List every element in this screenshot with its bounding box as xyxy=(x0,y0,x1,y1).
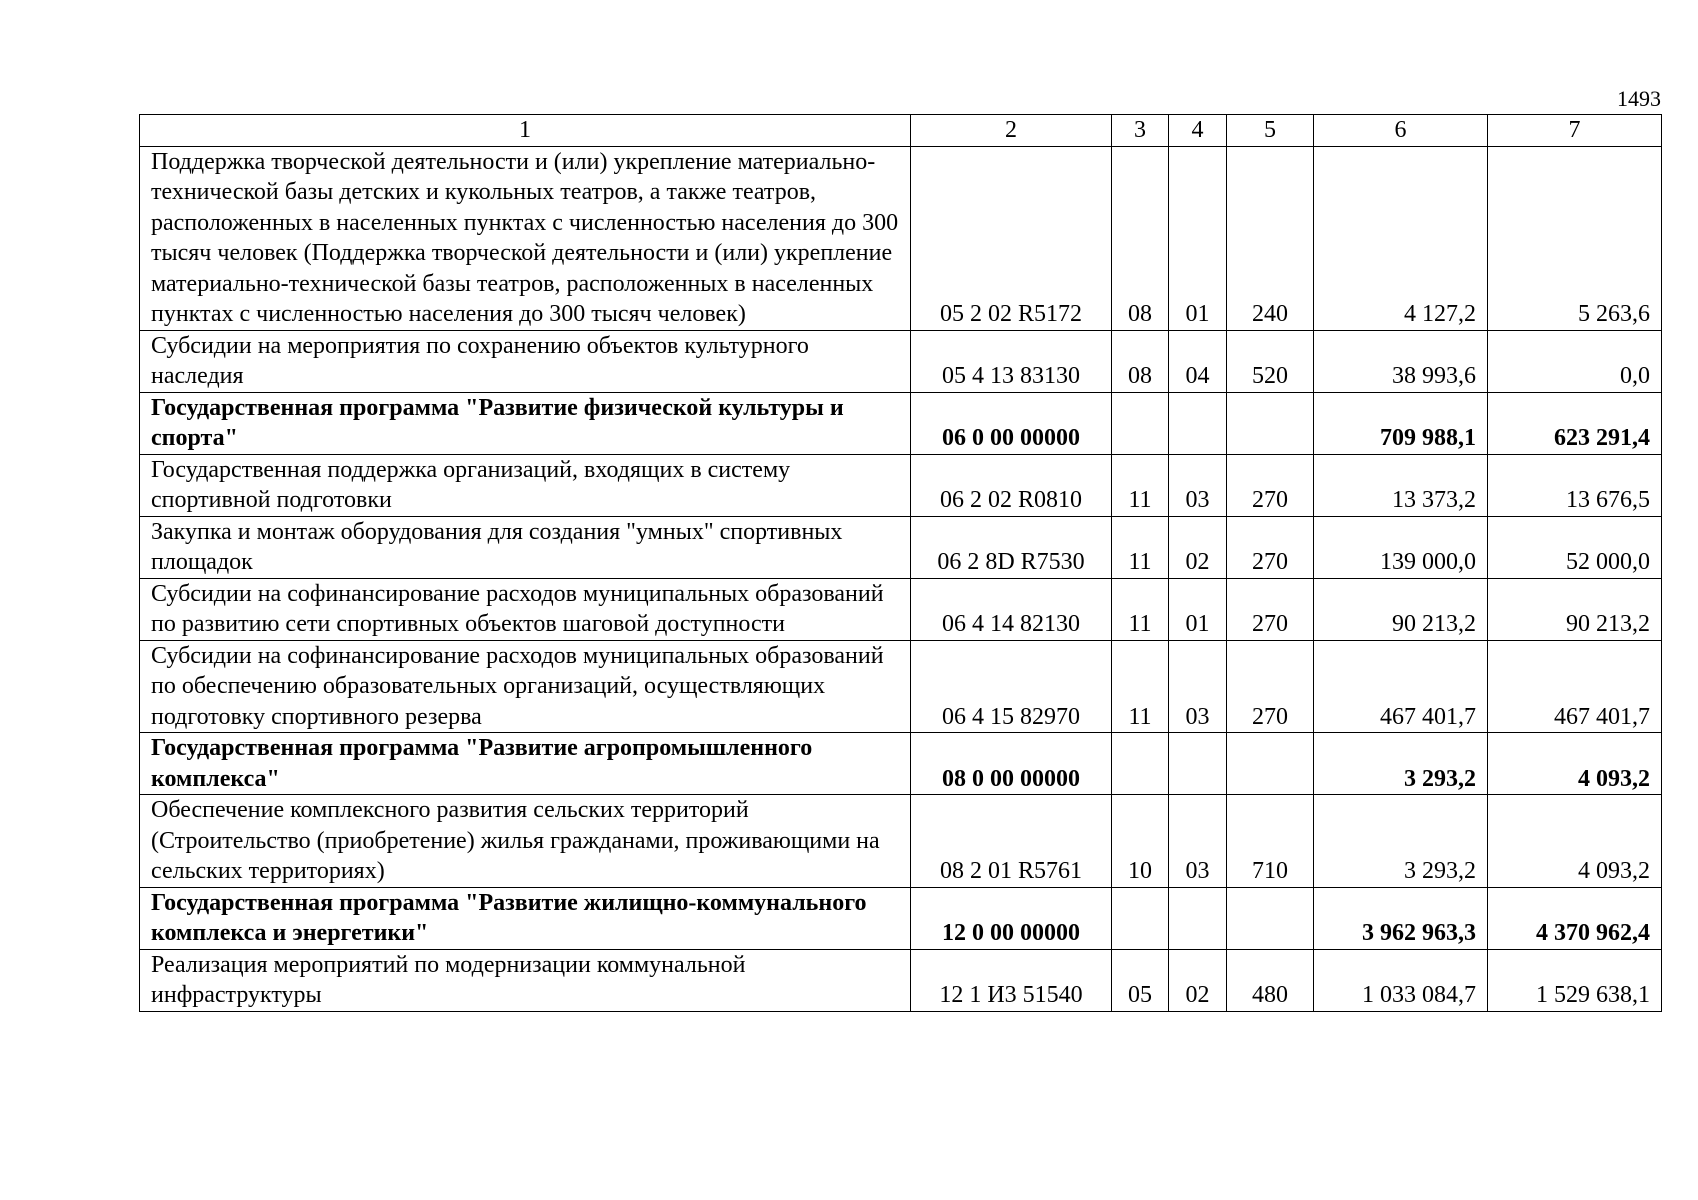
target-code-cell: 06 4 14 82130 xyxy=(911,578,1112,640)
amount-col6-cell: 13 373,2 xyxy=(1314,454,1488,516)
target-code-cell: 12 1 И3 51540 xyxy=(911,949,1112,1011)
expense-type-cell: 270 xyxy=(1227,578,1314,640)
subsection-cell: 01 xyxy=(1169,146,1227,330)
section-cell: 05 xyxy=(1112,949,1169,1011)
expense-type-cell: 270 xyxy=(1227,516,1314,578)
amount-col6-cell: 4 127,2 xyxy=(1314,146,1488,330)
section-cell: 08 xyxy=(1112,146,1169,330)
table-row xyxy=(140,330,1662,392)
header-col-6: 6 xyxy=(1314,115,1488,147)
section-cell xyxy=(1112,887,1169,949)
subsection-cell: 01 xyxy=(1169,578,1227,640)
expense-type-cell: 480 xyxy=(1227,949,1314,1011)
expense-type-cell xyxy=(1227,733,1314,795)
subsection-cell: 04 xyxy=(1169,330,1227,392)
amount-col6-cell: 3 293,2 xyxy=(1314,733,1488,795)
amount-col6-cell: 38 993,6 xyxy=(1314,330,1488,392)
expense-type-cell xyxy=(1227,887,1314,949)
target-code-cell: 06 2 02 R0810 xyxy=(911,454,1112,516)
amount-col6-cell: 709 988,1 xyxy=(1314,392,1488,454)
expense-type-cell: 710 xyxy=(1227,795,1314,888)
amount-col6-cell: 139 000,0 xyxy=(1314,516,1488,578)
header-col-1: 1 xyxy=(140,115,911,147)
expense-type-cell xyxy=(1227,392,1314,454)
amount-col6-cell: 1 033 084,7 xyxy=(1314,949,1488,1011)
amount-col6-cell: 467 401,7 xyxy=(1314,640,1488,733)
section-cell: 10 xyxy=(1112,795,1169,888)
table-row xyxy=(140,454,1662,516)
table-row xyxy=(140,733,1662,795)
header-row xyxy=(140,115,1662,147)
table-row xyxy=(140,516,1662,578)
section-cell: 11 xyxy=(1112,454,1169,516)
target-code-cell: 06 4 15 82970 xyxy=(911,640,1112,733)
target-code-cell: 05 2 02 R5172 xyxy=(911,146,1112,330)
table-row xyxy=(140,392,1662,454)
target-code-cell: 06 2 8D R7530 xyxy=(911,516,1112,578)
item-name-cell: Закупка и монтаж оборудования для создания "умных" спортивных площадок xyxy=(140,516,911,578)
budget-table xyxy=(139,114,1662,1012)
item-name-cell: Обеспечение комплексного развития сельских территорий (Строительство (приобретение) жилья гражданами, проживающими на сельских территориях) xyxy=(140,795,911,888)
target-code-cell: 12 0 00 00000 xyxy=(911,887,1112,949)
amount-col7-cell: 623 291,4 xyxy=(1488,392,1662,454)
table-row xyxy=(140,887,1662,949)
target-code-cell: 06 0 00 00000 xyxy=(911,392,1112,454)
subsection-cell: 03 xyxy=(1169,454,1227,516)
header-col-5: 5 xyxy=(1227,115,1314,147)
item-name-cell: Государственная поддержка организаций, входящих в систему спортивной подготовки xyxy=(140,454,911,516)
amount-col7-cell: 1 529 638,1 xyxy=(1488,949,1662,1011)
table-body xyxy=(140,146,1662,1011)
table-row xyxy=(140,949,1662,1011)
item-name-cell: Поддержка творческой деятельности и (или) укрепление материально-технической базы детских и кукольных театров, а также театров, расположенных в населенных пунктах с численностью населения до 300 тысяч человек (Поддержка творческой деятельности и (или) укрепление материально-технической базы театров, расположенных в населенных пунктах с численностью населения до 300 тысяч человек) xyxy=(140,146,911,330)
table-row xyxy=(140,795,1662,888)
subsection-cell: 03 xyxy=(1169,640,1227,733)
table-row xyxy=(140,146,1662,330)
item-name-cell: Реализация мероприятий по модернизации коммунальной инфраструктуры xyxy=(140,949,911,1011)
subsection-cell xyxy=(1169,733,1227,795)
table-row xyxy=(140,640,1662,733)
expense-type-cell: 520 xyxy=(1227,330,1314,392)
page-number: 1493 xyxy=(1617,86,1661,111)
amount-col7-cell: 13 676,5 xyxy=(1488,454,1662,516)
target-code-cell: 08 2 01 R5761 xyxy=(911,795,1112,888)
target-code-cell: 08 0 00 00000 xyxy=(911,733,1112,795)
amount-col7-cell: 52 000,0 xyxy=(1488,516,1662,578)
subsection-cell xyxy=(1169,392,1227,454)
item-name-cell: Государственная программа "Развитие физической культуры и спорта" xyxy=(140,392,911,454)
table-row xyxy=(140,578,1662,640)
amount-col6-cell: 3 962 963,3 xyxy=(1314,887,1488,949)
section-cell: 11 xyxy=(1112,640,1169,733)
amount-col7-cell: 4 370 962,4 xyxy=(1488,887,1662,949)
amount-col6-cell: 90 213,2 xyxy=(1314,578,1488,640)
section-cell xyxy=(1112,392,1169,454)
amount-col7-cell: 4 093,2 xyxy=(1488,795,1662,888)
expense-type-cell: 270 xyxy=(1227,454,1314,516)
item-name-cell: Государственная программа "Развитие жилищно-коммунального комплекса и энергетики" xyxy=(140,887,911,949)
header-col-2: 2 xyxy=(911,115,1112,147)
amount-col7-cell: 4 093,2 xyxy=(1488,733,1662,795)
subsection-cell: 02 xyxy=(1169,949,1227,1011)
header-col-7: 7 xyxy=(1488,115,1662,147)
expense-type-cell: 270 xyxy=(1227,640,1314,733)
item-name-cell: Государственная программа "Развитие агропромышленного комплекса" xyxy=(140,733,911,795)
item-name-cell: Субсидии на софинансирование расходов муниципальных образований по обеспечению образовательных организаций, осуществляющих подготовку спортивного резерва xyxy=(140,640,911,733)
section-cell: 11 xyxy=(1112,578,1169,640)
header-col-4: 4 xyxy=(1169,115,1227,147)
section-cell: 08 xyxy=(1112,330,1169,392)
amount-col7-cell: 467 401,7 xyxy=(1488,640,1662,733)
item-name-cell: Субсидии на мероприятия по сохранению объектов культурного наследия xyxy=(140,330,911,392)
section-cell: 11 xyxy=(1112,516,1169,578)
subsection-cell: 03 xyxy=(1169,795,1227,888)
item-name-cell: Субсидии на софинансирование расходов муниципальных образований по развитию сети спортивных объектов шаговой доступности xyxy=(140,578,911,640)
subsection-cell xyxy=(1169,887,1227,949)
amount-col6-cell: 3 293,2 xyxy=(1314,795,1488,888)
subsection-cell: 02 xyxy=(1169,516,1227,578)
amount-col7-cell: 0,0 xyxy=(1488,330,1662,392)
amount-col7-cell: 5 263,6 xyxy=(1488,146,1662,330)
header-col-3: 3 xyxy=(1112,115,1169,147)
section-cell xyxy=(1112,733,1169,795)
amount-col7-cell: 90 213,2 xyxy=(1488,578,1662,640)
target-code-cell: 05 4 13 83130 xyxy=(911,330,1112,392)
expense-type-cell: 240 xyxy=(1227,146,1314,330)
